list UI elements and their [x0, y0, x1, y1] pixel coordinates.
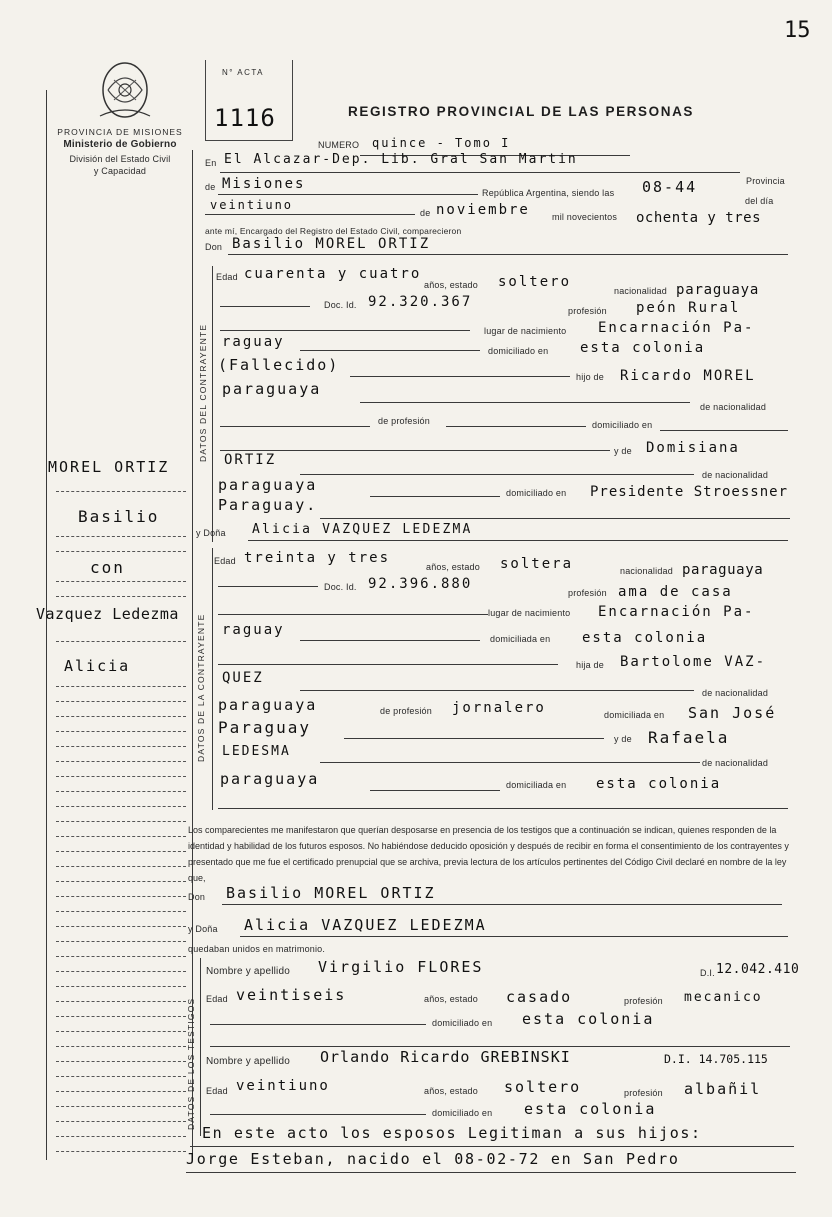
c2-prof-label: profesión	[568, 588, 607, 598]
c2-domic-label: domiciliada en	[490, 634, 551, 644]
margin-rule-line	[56, 1106, 186, 1107]
margin-rule-line	[56, 581, 186, 582]
c1-madre-nac: paraguaya	[218, 476, 318, 494]
c1-de-prof-label: de profesión	[378, 416, 430, 426]
c1-lugar-value: Encarnación Pa-	[598, 320, 755, 336]
c2-padre-prof: jornalero	[452, 700, 546, 716]
margin-rule-line	[56, 926, 186, 927]
margin-rule-line	[56, 491, 186, 492]
margin-rule-line	[56, 686, 186, 687]
margin-rule-line	[56, 881, 186, 882]
decl-dona-label: y Doña	[188, 924, 218, 934]
c2-estado-value: soltera	[500, 556, 574, 572]
provincial-seal-icon	[90, 60, 160, 122]
c1-anios-estado-label: años, estado	[424, 280, 478, 290]
margin-rule-line	[56, 1121, 186, 1122]
margin-rule-line	[56, 1091, 186, 1092]
margin-rule-line	[56, 701, 186, 702]
capacity-label: y Capacidad	[93, 166, 147, 176]
margin-rule-line	[56, 551, 186, 552]
t1-edad-value: veintiseis	[236, 986, 347, 1004]
decl-unidos: quedaban unidos en matrimonio.	[188, 944, 326, 954]
provincia-label: Provincia	[746, 176, 785, 186]
c1-prof-value: peón Rural	[636, 300, 741, 316]
c1-madre-domic-label: domiciliado en	[506, 488, 567, 498]
margin-rule-line	[56, 536, 186, 537]
c2-madre-value: Rafaela	[648, 728, 730, 747]
margin-rule-line	[56, 1136, 186, 1137]
dia-value: veintiuno	[210, 198, 294, 212]
margin-rule-line	[56, 791, 186, 792]
t1-anios-estado-label: años, estado	[424, 994, 478, 1004]
c2-domiciliada-label: domiciliada en	[604, 710, 665, 720]
t2-di-value: D.I. 14.705.115	[664, 1052, 768, 1066]
de2-label: de	[420, 208, 431, 218]
mes-value: noviembre	[436, 202, 530, 218]
c2-madre-apellido: LEDESMA	[222, 744, 291, 759]
margin-rule-line	[56, 911, 186, 912]
margin-rule-line	[56, 1061, 186, 1062]
c1-de-nac-label: de nacionalidad	[700, 402, 767, 412]
c1-y-dona-label: y Doña	[196, 528, 226, 538]
margin-rule-line	[56, 806, 186, 807]
c2-lugar-label: lugar de nacimiento	[488, 608, 571, 618]
c2-prof-value: ama de casa	[618, 584, 733, 600]
c2-madre-domic: esta colonia	[596, 776, 722, 792]
margin-rule-line	[56, 851, 186, 852]
t2-edad-value: veintiuno	[236, 1078, 330, 1094]
c2-madre-domic-label: domiciliada en	[506, 780, 567, 790]
mil-label: mil novecientos	[552, 212, 618, 222]
margin-connector: con	[90, 558, 125, 577]
c2-hija-label: hija de	[576, 660, 604, 670]
margin-rule-line	[56, 821, 186, 822]
c2-padre-domic: San José	[688, 704, 777, 722]
t1-estado-value: casado	[506, 988, 573, 1006]
t2-anios-estado-label: años, estado	[424, 1086, 478, 1096]
c1-padre-value: Ricardo MOREL	[620, 368, 756, 384]
t1-nombre-label: Nombre y apellido	[206, 966, 290, 977]
c1-madre-apellido: ORTIZ	[224, 452, 277, 468]
decl-dona-value: Alicia VAZQUEZ LEDEZMA	[244, 916, 487, 934]
contrayente2-side-label: DATOS DE LA CONTRAYENTE	[196, 613, 206, 762]
body-paragraph: Los comparecientes me manifestaron que querían desposarse en presencia de los testigos que a continuación se indican, quienes responden de la identidad y habilidad de los futuros esposos. No habiéndose deducido oposición y después de recibir en forma el consentimiento de los contrayentes y presentado que me fue el certificado prenupcial que se archiva, previa lectura de los artículos pertinentes del Código Civil declaré en nombre de la ley que,	[188, 825, 789, 883]
margin-rule-line	[56, 941, 186, 942]
numero-label: NUMERO	[318, 140, 360, 150]
c2-y-de-label: y de	[614, 734, 632, 744]
c2-de-nac-label: de nacionalidad	[702, 688, 769, 698]
margin-rule-line	[56, 641, 186, 642]
c2-madre-nac-label: de nacionalidad	[702, 758, 769, 768]
c1-doc-label: Doc. Id.	[324, 300, 357, 310]
hora-value: 08-44	[642, 178, 698, 196]
margin-rule-line	[56, 776, 186, 777]
anio-value: ochenta y tres	[636, 210, 762, 226]
c1-prof-label: profesión	[568, 306, 607, 316]
del-dia-label: del día	[745, 196, 774, 206]
acta-label: N° ACTA	[222, 68, 264, 77]
margin-rule-line	[56, 596, 186, 597]
left-header	[46, 127, 194, 176]
margin-rule-line	[56, 716, 186, 717]
en-label: En	[205, 158, 217, 168]
t2-nombre-value: Orlando Ricardo GREBINSKI	[320, 1048, 571, 1066]
acta-box	[205, 60, 293, 141]
margin-rule-line	[56, 1076, 186, 1077]
margin-name-wife: Alicia	[64, 657, 131, 675]
acta-number: 1116	[214, 104, 276, 132]
t1-domic-label: domiciliado en	[432, 1018, 493, 1028]
c1-madre-value: Domisiana	[646, 440, 740, 456]
c1-padre-nac: paraguaya	[222, 380, 322, 398]
c2-madre-nac: paraguaya	[220, 770, 320, 788]
de-value: Misiones	[222, 176, 306, 192]
don-label: Don	[205, 242, 223, 252]
c1-edad-label: Edad	[216, 272, 238, 282]
c2-padre-value2: QUEZ	[222, 670, 264, 686]
t1-nombre-value: Virgilio FLORES	[318, 958, 484, 976]
c1-lugar-value2: raguay	[222, 334, 285, 350]
c2-edad-value: treinta y tres	[244, 550, 391, 566]
c2-de-prof-label: de profesión	[380, 706, 432, 716]
margin-rule-line	[56, 1031, 186, 1032]
c1-dona-value: Alicia VAZQUEZ LEDEZMA	[252, 522, 473, 537]
contrayente-side-label: DATOS DEL CONTRAYENTE	[198, 323, 208, 462]
division-label: División del Estado Civil	[69, 154, 171, 164]
margin-rule-line	[56, 1016, 186, 1017]
c2-doc-value: 92.396.880	[368, 576, 473, 592]
c2-nac-value: paraguaya	[682, 562, 764, 578]
margin-rule-line	[56, 731, 186, 732]
t2-estado-value: soltero	[504, 1078, 582, 1096]
c1-hijo-label: hijo de	[576, 372, 604, 382]
c1-fallecido: (Fallecido)	[218, 356, 340, 374]
c2-nac-label: nacionalidad	[620, 566, 673, 576]
c2-padre-nac: paraguaya	[218, 696, 318, 714]
margin-rule-line	[56, 1151, 186, 1152]
margin-name-husband: Basilio	[78, 507, 160, 526]
don-value: Basilio MOREL ORTIZ	[232, 236, 431, 252]
margin-rule-line	[56, 836, 186, 837]
ministry-label: Ministerio de Gobierno	[63, 139, 177, 150]
c1-edad-value: cuarenta y cuatro	[244, 266, 422, 282]
c1-lugar-label: lugar de nacimiento	[484, 326, 567, 336]
t2-edad-label: Edad	[206, 1086, 228, 1096]
c1-madre-de-nac-label: de nacionalidad	[702, 470, 769, 480]
t2-nombre-label: Nombre y apellido	[206, 1056, 290, 1067]
province-label: PROVINCIA DE MISIONES	[57, 127, 183, 137]
c1-domiciliado-label: domiciliado en	[592, 420, 653, 430]
margin-rule-line	[56, 956, 186, 957]
t1-domic-value: esta colonia	[522, 1010, 655, 1028]
margin-surname-wife: Vazquez Ledezma	[36, 605, 179, 623]
republica-label: República Argentina, siendo las	[482, 188, 615, 198]
margin-rule-line	[56, 986, 186, 987]
c1-domic-label: domiciliado en	[488, 346, 549, 356]
c2-doc-label: Doc. Id.	[324, 582, 357, 592]
c1-nac-value: paraguaya	[676, 282, 760, 298]
margin-rule-line	[56, 866, 186, 867]
t1-di-label: D.I.	[700, 968, 715, 978]
t1-edad-label: Edad	[206, 994, 228, 1004]
c1-domic-value: esta colonia	[580, 340, 706, 356]
c2-anios-estado-label: años, estado	[426, 562, 480, 572]
margin-rule-line	[56, 896, 186, 897]
document-title: REGISTRO PROVINCIAL DE LAS PERSONAS	[348, 104, 695, 119]
margin-rule-line	[56, 761, 186, 762]
margin-rule-line	[56, 971, 186, 972]
testigos-side-label: DATOS DE LOS TESTIGOS	[186, 997, 196, 1130]
decl-don-value: Basilio MOREL ORTIZ	[226, 884, 436, 902]
footer-line-1: En este acto los esposos Legitiman a sus hijos:	[202, 1124, 702, 1142]
c2-lugar-value: Encarnación Pa-	[598, 604, 755, 620]
ante-label: ante mí, Encargado del Registro del Estado Civil, comparecieron	[205, 226, 462, 236]
margin-rule-line	[56, 1046, 186, 1047]
footer-line-2: Jorge Esteban, nacido el 08-02-72 en San Pedro	[186, 1150, 680, 1168]
t2-domic-value: esta colonia	[524, 1100, 657, 1118]
decl-don-label: Don	[188, 892, 206, 902]
margin-rule-line	[56, 1001, 186, 1002]
page-number: 15	[784, 18, 811, 43]
en-value: El Alcazar-Dep. Lib. Gral San Martin	[224, 152, 578, 167]
margin-surname-husband: MOREL ORTIZ	[48, 458, 170, 476]
numero-value: quince - Tomo I	[372, 136, 511, 150]
c1-madre-domic: Presidente Stroessner	[590, 484, 789, 500]
c2-domic-value: esta colonia	[582, 630, 708, 646]
t1-prof-label: profesión	[624, 996, 663, 1006]
c1-nac-label: nacionalidad	[614, 286, 667, 296]
t1-di-value: 12.042.410	[716, 962, 800, 977]
c2-edad-label: Edad	[214, 556, 236, 566]
c1-doc-value: 92.320.367	[368, 294, 473, 310]
margin-rule-line	[56, 746, 186, 747]
t2-prof-value: albañil	[684, 1080, 762, 1098]
c2-lugar-value2: raguay	[222, 622, 285, 638]
de-label: de	[205, 182, 216, 192]
c1-estado-value: soltero	[498, 274, 572, 290]
c2-padre-domic2: Paraguay	[218, 718, 312, 737]
t2-domic-label: domiciliado en	[432, 1108, 493, 1118]
c1-y-de-label: y de	[614, 446, 632, 456]
c1-madre-domic2: Paraguay.	[218, 496, 318, 514]
t1-prof-value: mecanico	[684, 990, 763, 1005]
c2-padre-value: Bartolome VAZ-	[620, 654, 767, 670]
t2-prof-label: profesión	[624, 1088, 663, 1098]
